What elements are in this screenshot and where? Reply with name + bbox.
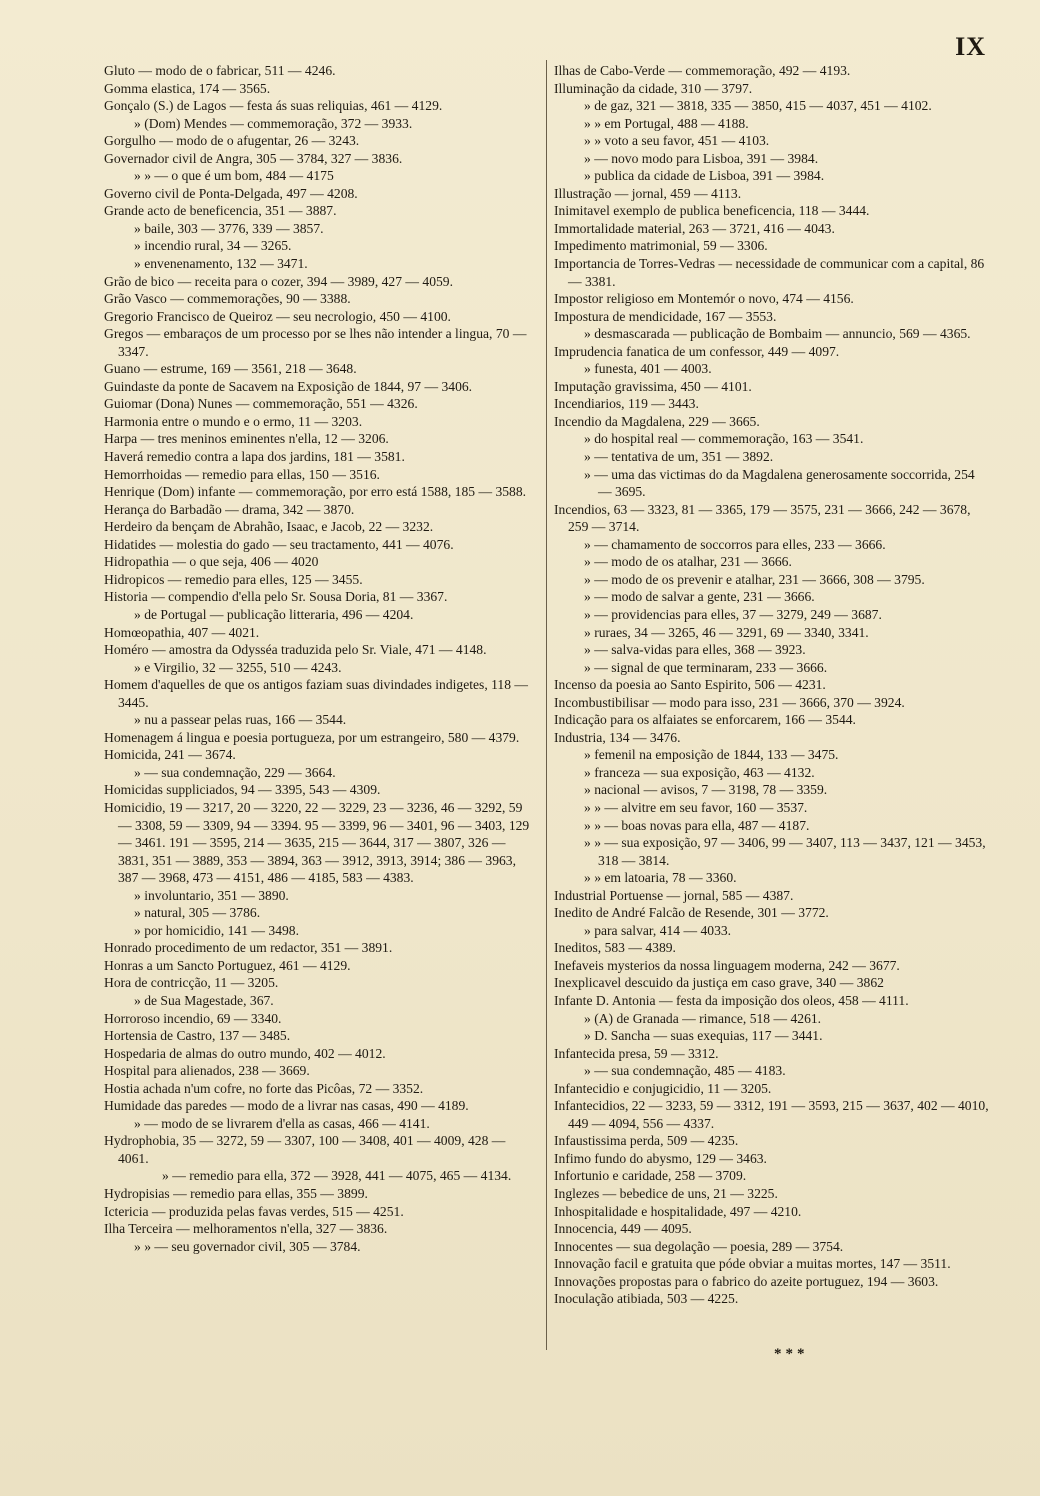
index-entry: Honras a um Sancto Portuguez, 461 — 4129. <box>104 957 351 973</box>
index-entry: » — sua condemnação, 229 — 3664. <box>134 764 336 780</box>
index-entry: » nacional — avisos, 7 — 3198, 78 — 3359. <box>584 782 828 798</box>
index-entry: Gluto — modo de o fabricar, 511 — 4246. <box>104 63 336 78</box>
index-entry: » — remedio para ella, 372 — 3928, 441 — 4075, 465 — 4134. <box>162 1168 512 1184</box>
index-entry: » — chamamento de soccorros para elles, 233 — 3666. <box>584 536 886 552</box>
index-entry: Herança do Barbadão — drama, 342 — 3870. <box>104 501 355 517</box>
index-entry: » para salvar, 414 — 4033. <box>584 922 732 938</box>
index-entry: Hora de contricção, 11 — 3205. <box>104 975 279 991</box>
index-entry: Inefaveis mysterios da nossa linguagem moderna, 242 — 3677. <box>554 957 900 973</box>
index-entry: » — modo de salvar a gente, 231 — 3666. <box>584 589 815 605</box>
index-entry: » — signal de que terminaram, 233 — 3666. <box>584 659 828 675</box>
index-entry: Indicação para os alfaiates se enforcarem, 166 — 3544. <box>554 712 856 728</box>
index-entry: Ineditos, 583 — 4389. <box>554 940 676 956</box>
index-entry: Guano — estrume, 169 — 3561, 218 — 3648. <box>104 361 357 377</box>
index-entry: Hydrophobia, 35 — 3272, 59 — 3307, 100 — 3408, 401 — 4009, 428 — 4061. <box>104 1133 506 1166</box>
index-entry: Infantecida presa, 59 — 3312. <box>554 1045 719 1061</box>
index-entry: Hidatides — molestia do gado — seu tractamento, 441 — 4076. <box>104 536 454 552</box>
index-entry: » de gaz, 321 — 3818, 335 — 3850, 415 — 4037, 451 — 4102. <box>584 98 932 114</box>
index-entry: » publica da cidade de Lisboa, 391 — 3984. <box>584 168 825 184</box>
index-entry: Incendios, 63 — 3323, 81 — 3365, 179 — 3575, 231 — 3666, 242 — 3678, 259 — 3714. <box>554 501 971 535</box>
index-entry: Importancia de Torres-Vedras — necessidade de communicar com a capital, 86 — 3381. <box>554 256 985 289</box>
index-entry: Homicidio, 19 — 3217, 20 — 3220, 22 — 3229, 23 — 3236, 46 — 3292, 59 — 3308, 59 — 3309, 94 — 3394. 95 — 3399, 96 — 3401, 96 — 3403, 129 — 3461. 191 — 3595, 214 — 3635, 215 — 3644, 317 — 3807, 326 — 3831, 351 — 3889, 353 — 3894, 363 — 3912, 3913, 3914; 386 — 3963, 387 — 3968, 473 — 4151, 486 — 4185, 583 — 4383. <box>104 799 530 886</box>
index-entry: Ilhas de Cabo-Verde — commemoração, 492 — 4193. <box>554 63 851 78</box>
index-entry: » » — seu governador civil, 305 — 3784. <box>134 1238 361 1254</box>
index-entry: Homem d'aquelles de que os antigos faziam suas divindades indigetes, 118 — 3445. <box>104 677 529 710</box>
column-divider <box>546 60 547 1350</box>
index-entry: Impostura de mendicidade, 167 — 3553. <box>554 308 777 324</box>
index-entry: Herdeiro da bençam de Abrahão, Isaac, e Jacob, 22 — 3232. <box>104 519 434 535</box>
index-entry: Governador civil de Angra, 305 — 3784, 327 — 3836. <box>104 150 403 166</box>
index-entry: Hospital para alienados, 238 — 3669. <box>104 1063 310 1079</box>
index-entry: » de Sua Magestade, 367. <box>134 992 274 1008</box>
index-entry: » — novo modo para Lisboa, 391 — 3984. <box>584 150 819 166</box>
index-entry: » (Dom) Mendes — commemoração, 372 — 3933. <box>134 115 413 131</box>
index-entry: » — modo de os prevenir e atalhar, 231 — 3666, 308 — 3795. <box>584 571 925 587</box>
index-entry: Hidropathia — o que seja, 406 — 4020 <box>104 554 319 570</box>
index-entry: Ictericia — produzida pelas favas verdes, 515 — 4251. <box>104 1203 404 1219</box>
index-entry: Infortunio e caridade, 258 — 3709. <box>554 1168 747 1184</box>
index-entry: » » — sua exposição, 97 — 3406, 99 — 3407, 113 — 3437, 121 — 3453, 318 — 3814. <box>584 835 986 868</box>
index-entry: » — modo de os atalhar, 231 — 3666. <box>584 554 792 570</box>
index-entry: » femenil na emposição de 1844, 133 — 3475. <box>584 747 839 763</box>
index-entry: Governo civil de Ponta-Delgada, 497 — 4208. <box>104 185 358 201</box>
index-entry: Grão Vasco — commemorações, 90 — 3388. <box>104 291 351 307</box>
index-entry: Infantecidios, 22 — 3233, 59 — 3312, 191 — 3593, 215 — 3637, 402 — 4010, 449 — 4094, 556 — 4337. <box>554 1098 989 1131</box>
index-entry: » » — boas novas para ella, 487 — 4187. <box>584 817 810 833</box>
index-entry: Henrique (Dom) infante — commemoração, por erro está 1588, 185 — 3588. <box>104 484 527 500</box>
index-entry: Imputação gravissima, 450 — 4101. <box>554 378 752 394</box>
index-entry: Inedito de André Falcão de Resende, 301 — 3772. <box>554 905 829 921</box>
index-entry: Humidade das paredes — modo de a livrar nas casas, 490 — 4189. <box>104 1098 469 1114</box>
index-entry: Homenagem á lingua e poesia portugueza, por um estrangeiro, 580 — 4379. <box>104 729 520 745</box>
index-entry: » e Virgilio, 32 — 3255, 510 — 4243. <box>134 659 342 675</box>
page-number: IX <box>955 32 986 61</box>
end-mark: *** <box>774 1346 809 1362</box>
index-entry: Inexplicavel descuido da justiça em caso grave, 340 — 3862 <box>554 975 884 991</box>
index-entry: Grão de bico — receita para o cozer, 394 — 3989, 427 — 4059. <box>104 273 454 289</box>
index-entry: » de Portugal — publicação litteraria, 496 — 4204. <box>134 606 414 622</box>
index-entry: » D. Sancha — suas exequias, 117 — 3441. <box>584 1028 823 1044</box>
index-entry: Industria, 134 — 3476. <box>554 729 681 745</box>
index-entry: Homicida, 241 — 3674. <box>104 747 236 763</box>
index-entry: » franceza — sua exposição, 463 — 4132. <box>584 764 815 780</box>
index-entry: Harmonia entre o mundo e o ermo, 11 — 3203. <box>104 413 363 429</box>
index-entry: » por homicidio, 141 — 3498. <box>134 922 300 938</box>
index-entry: » (A) de Granada — rimance, 518 — 4261. <box>584 1010 822 1026</box>
index-entry: Homéro — amostra da Odysséa traduzida pelo Sr. Viale, 471 — 4148. <box>104 642 487 658</box>
index-entry: Hemorrhoidas — remedio para ellas, 150 — 3516. <box>104 466 380 482</box>
index-entry: Grande acto de beneficencia, 351 — 3887. <box>104 203 337 219</box>
index-entry: Homicidas suppliciados, 94 — 3395, 543 — 4309. <box>104 782 381 798</box>
index-entry: » funesta, 401 — 4003. <box>584 361 712 377</box>
index-entry: Honrado procedimento de um redactor, 351 — 3891. <box>104 940 393 956</box>
index-entry: Gregos — embaraços de um processo por se lhes não intender a lingua, 70 — 3347. <box>104 326 527 359</box>
index-entry: Inoculação atibiada, 503 — 4225. <box>554 1291 739 1307</box>
index-entry: Ilha Terceira — melhoramentos n'ella, 327 — 3836. <box>104 1221 388 1237</box>
index-entry: » desmascarada — publicação de Bombaim — annuncio, 569 — 4365. <box>584 326 971 342</box>
index-entry: » — salva-vidas para elles, 368 — 3923. <box>584 642 806 658</box>
index-entry: Innovação facil e gratuita que póde obviar a muitas mortes, 147 — 3511. <box>554 1256 951 1272</box>
index-entry: Gregorio Francisco de Queiroz — seu necrologio, 450 — 4100. <box>104 308 451 324</box>
index-entry: Gorgulho — modo de o afugentar, 26 — 3243. <box>104 133 360 149</box>
index-entry: Incendiarios, 119 — 3443. <box>554 396 699 412</box>
index-entry: Impedimento matrimonial, 59 — 3306. <box>554 238 768 254</box>
index-entry: Industrial Portuense — jornal, 585 — 4387. <box>554 887 794 903</box>
index-entry: » nu a passear pelas ruas, 166 — 3544. <box>134 712 347 728</box>
index-entry: Guiomar (Dona) Nunes — commemoração, 551 — 4326. <box>104 396 418 412</box>
index-entry: Homœopathia, 407 — 4021. <box>104 624 260 640</box>
index-entry: » » — alvitre em seu favor, 160 — 3537. <box>584 799 808 815</box>
index-entry: Inglezes — bebedice de uns, 21 — 3225. <box>554 1186 778 1201</box>
index-entry: Infimo fundo do abysmo, 129 — 3463. <box>554 1150 767 1166</box>
index-entry: Innocencia, 449 — 4095. <box>554 1221 692 1237</box>
index-entry: » envenenamento, 132 — 3471. <box>134 256 308 272</box>
index-entry: Innocentes — sua degolação — poesia, 289 — 3754. <box>554 1238 844 1254</box>
left-column <box>104 62 538 1255</box>
index-entry: Incombustibilisar — modo para isso, 231 — 3666, 370 — 3924. <box>554 694 905 710</box>
index-entry: » — providencias para elles, 37 — 3279, 249 — 3687. <box>584 606 882 622</box>
index-entry: Infaustissima perda, 509 — 4235. <box>554 1133 739 1149</box>
index-entry: » — uma das victimas do da Magdalena generosamente soccorrida, 254 — 3695. <box>584 466 975 500</box>
index-entry: Impostor religioso em Montemór o novo, 474 — 4156. <box>554 291 854 307</box>
index-entry: Hidropicos — remedio para elles, 125 — 3455. <box>104 571 363 587</box>
index-entry: Horroroso incendio, 69 — 3340. <box>104 1010 282 1026</box>
index-entry: Gomma elastica, 174 — 3565. <box>104 80 271 96</box>
index-entry: Hostia achada n'um cofre, no forte das Picôas, 72 — 3352. <box>104 1080 424 1096</box>
index-entry: Incenso da poesia ao Santo Espirito, 506 — 4231. <box>554 677 826 693</box>
index-entry: Haverá remedio contra a lapa dos jardins, 181 — 3581. <box>104 449 405 465</box>
index-entry: Inhospitalidade e hospitalidade, 497 — 4210. <box>554 1203 802 1219</box>
index-entry: Illustração — jornal, 459 — 4113. <box>554 185 742 201</box>
index-entry: » do hospital real — commemoração, 163 — 3541. <box>584 431 864 447</box>
index-entry: » incendio rural, 34 — 3265. <box>134 238 292 254</box>
index-entry: Infante D. Antonia — festa da imposição dos oleos, 458 — 4111. <box>554 992 909 1008</box>
index-entry: Incendio da Magdalena, 229 — 3665. <box>554 413 760 429</box>
index-entry: Immortalidade material, 263 — 3721, 416 — 4043. <box>554 220 835 236</box>
index-entry: » baile, 303 — 3776, 339 — 3857. <box>134 220 324 236</box>
index-entry: Gonçalo (S.) de Lagos — festa ás suas reliquias, 461 — 4129. <box>104 98 443 114</box>
index-entry: Historia — compendio d'ella pelo Sr. Sousa Doria, 81 — 3367. <box>104 589 448 605</box>
index-entry: » natural, 305 — 3786. <box>134 905 261 921</box>
index-entry: Infantecidio e conjugicidio, 11 — 3205. <box>554 1080 772 1096</box>
index-entry: » » — o que é um bom, 484 — 4175 <box>134 168 334 184</box>
index-entry: Guindaste da ponte de Sacavem na Exposição de 1844, 97 — 3406. <box>104 378 473 394</box>
index-entry: Innovações propostas para o fabrico do azeite portuguez, 194 — 3603. <box>554 1273 939 1289</box>
index-entry: Hortensia de Castro, 137 — 3485. <box>104 1028 291 1044</box>
index-entry: » involuntario, 351 — 3890. <box>134 887 289 903</box>
right-column <box>554 62 990 1308</box>
index-entry: Harpa — tres meninos eminentes n'ella, 12 — 3206. <box>104 431 389 447</box>
index-entry: » — tentativa de um, 351 — 3892. <box>584 449 774 465</box>
index-entry: Inimitavel exemplo de publica beneficencia, 118 — 3444. <box>554 203 870 219</box>
index-entry: » — modo de se livrarem d'ella as casas, 466 — 4141. <box>134 1115 430 1131</box>
index-entry: Hospedaria de almas do outro mundo, 402 — 4012. <box>104 1045 386 1061</box>
index-entry: » » em Portugal, 488 — 4188. <box>584 115 749 131</box>
index-entry: » — sua condemnação, 485 — 4183. <box>584 1063 786 1079</box>
index-entry: Illuminação da cidade, 310 — 3797. <box>554 80 753 96</box>
index-entry: » ruraes, 34 — 3265, 46 — 3291, 69 — 3340, 3341. <box>584 624 869 640</box>
index-entry: » » voto a seu favor, 451 — 4103. <box>584 133 770 149</box>
index-entry: Hydropisias — remedio para ellas, 355 — 3899. <box>104 1186 368 1201</box>
index-entry: Imprudencia fanatica de um confessor, 449 — 4097. <box>554 343 840 359</box>
index-entry: » » em latoaria, 78 — 3360. <box>584 870 737 886</box>
